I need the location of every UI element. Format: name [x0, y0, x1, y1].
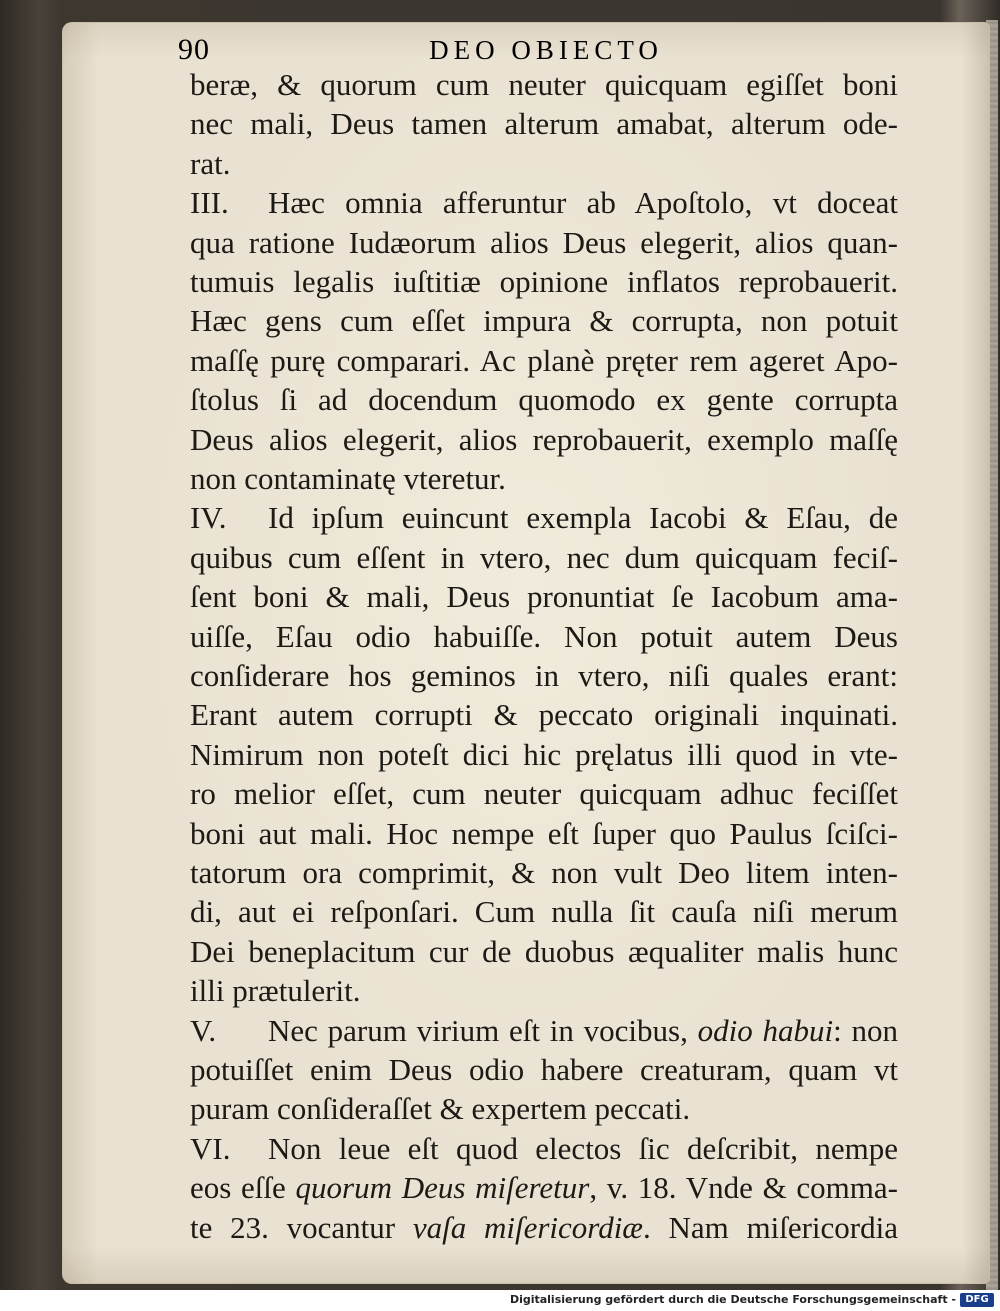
- line-text: quibus cum eſſent in vtero, nec dum quicquam feciſ-: [190, 539, 898, 575]
- text-line: [190, 1051, 898, 1089]
- line-text: Dei beneplacitum cur de duobus æqualiter malis hunc: [190, 933, 898, 969]
- text-line: [190, 499, 898, 537]
- line-text: di, aut ei reſponſari. Cum nulla ſit cauſa niſi merum: [190, 894, 898, 930]
- text-line: [190, 578, 898, 616]
- text-line: [190, 105, 898, 143]
- line-text: potuiſſet enim Deus odio habere creaturam, quam vt: [190, 1052, 898, 1087]
- text-line: [190, 66, 898, 104]
- line-text: , v. 18. Vnde & comma-: [589, 1170, 898, 1206]
- italic-text: odio habui: [697, 1012, 834, 1048]
- text-line: [190, 972, 898, 1010]
- line-text: beræ, & quorum cum neuter quicquam egiſſet boni: [190, 67, 898, 102]
- text-line: [190, 1130, 898, 1168]
- line-text: illi prætulerit.: [190, 973, 361, 1009]
- line-text: Hæc omnia afferuntur ab Apoſtolo, vt doceat: [268, 185, 898, 221]
- digitization-footer: [0, 1290, 1000, 1311]
- dfg-logo: DFG: [960, 1293, 994, 1307]
- line-text: nec mali, Deus tamen alterum amabat, alterum ode-: [190, 106, 898, 142]
- line-text: Id ipſum euincunt exempla Iacobi & Eſau, de: [268, 500, 898, 536]
- line-text: rat.: [190, 145, 231, 181]
- line-text: ſent boni & mali, Deus pronuntiat ſe Iacobum ama-: [190, 579, 898, 615]
- text-line: [190, 342, 898, 380]
- paragraph-number: V.: [190, 1012, 217, 1048]
- text-line: [190, 618, 898, 656]
- line-text: Nimirum non poteſt dici hic pręlatus illi quod in vte-: [190, 736, 898, 772]
- italic-text: quorum Deus miſeretur: [295, 1170, 590, 1206]
- text-line: [190, 1090, 898, 1128]
- line-text: tatorum ora comprimit, & non vult Deo litem inten-: [190, 855, 898, 890]
- text-line: [190, 933, 898, 971]
- line-text: : non: [833, 1012, 898, 1048]
- line-text: uiſſe, Eſau odio habuiſſe. Non potuit autem Deus: [190, 618, 898, 654]
- running-head: [178, 30, 914, 70]
- line-text: ro melior eſſet, cum neuter quicquam adhuc feciſſet: [190, 776, 898, 812]
- text-line: [190, 736, 898, 774]
- line-text: ſtolus ſi ad docendum quomodo ex gente corrupta: [190, 382, 898, 418]
- text-line: [190, 421, 898, 459]
- line-text: non contaminatę vteretur.: [190, 461, 506, 496]
- line-text: eos eſſe: [190, 1170, 296, 1206]
- text-line: [190, 815, 898, 853]
- line-text: conſiderare hos geminos in vtero, niſi quales erant:: [190, 658, 898, 693]
- text-line: [190, 224, 898, 262]
- text-line: [190, 657, 898, 695]
- line-text: te 23. vocantur: [190, 1209, 413, 1245]
- line-text: tumuis legalis iuſtitiæ opinione inflatos reprobauerit.: [190, 264, 898, 299]
- page-number: 90: [178, 33, 210, 66]
- text-line: [190, 381, 898, 419]
- text-line: [190, 184, 898, 222]
- text-line: [190, 145, 898, 183]
- text-line: [190, 775, 898, 813]
- text-line: [190, 854, 898, 892]
- text-line: [190, 460, 898, 498]
- line-text: . Nam miſericordia: [642, 1209, 898, 1245]
- line-text: puram conſideraſſet & expertem peccati.: [190, 1091, 691, 1127]
- line-text: Nec parum virium eſt in vocibus,: [268, 1012, 698, 1048]
- footer-credit: Digitalisierung gefördert durch die Deutsche Forschungsgemeinschaft -: [509, 1293, 956, 1306]
- running-head-title: DEO OBIECTO: [429, 35, 663, 65]
- text-line: [190, 1209, 898, 1247]
- line-text: Non leue eſt quod electos ſic deſcribit, nempe: [268, 1130, 898, 1166]
- text-line: [190, 1169, 898, 1207]
- paragraph-number: IV.: [190, 500, 227, 536]
- text-line: [190, 893, 898, 931]
- line-text: Hæc gens cum eſſet impura & corrupta, non potuit: [190, 303, 898, 339]
- line-text: Deus alios elegerit, alios reprobauerit, exemplo maſſę: [190, 421, 898, 457]
- paragraph-number: VI.: [190, 1130, 231, 1166]
- line-text: boni aut mali. Hoc nempe eſt ſuper quo Paulus ſciſci-: [190, 815, 898, 851]
- paragraph-number: III.: [190, 185, 229, 221]
- text-line: [190, 1012, 898, 1050]
- text-line: [190, 263, 898, 301]
- line-text: Erant autem corrupti & peccato originali inquinati.: [190, 697, 898, 733]
- line-text: qua ratione Iudæorum alios Deus elegerit, alios quan-: [190, 224, 898, 260]
- text-line: [190, 302, 898, 340]
- text-line: [190, 696, 898, 734]
- line-text: maſſę purę comparari. Ac planè pręter rem ageret Apo-: [190, 342, 898, 378]
- italic-text: vaſa miſericordiæ: [412, 1209, 643, 1245]
- text-line: [190, 539, 898, 577]
